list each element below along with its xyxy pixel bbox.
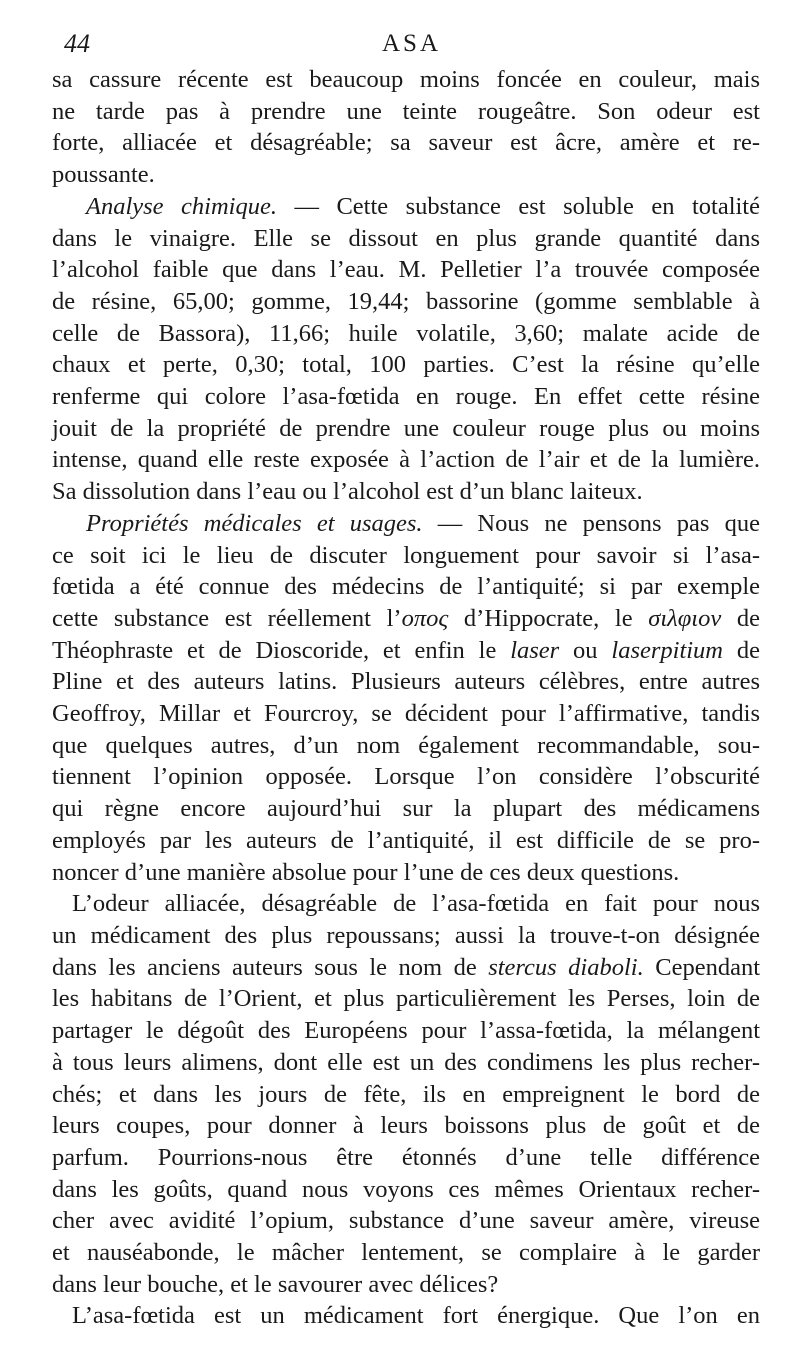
text-line: renferme qui colore l’asa-fœtida en rouge. En effet cette résine (52, 383, 760, 411)
paragraph-odour (52, 888, 760, 1300)
text-line: et nauséabonde, le mâcher lentement, se complaire à le garder (52, 1239, 760, 1267)
text-line: l’alcohol faible que dans l’eau. M. Pelletier l’a trouvée composée (52, 256, 760, 284)
text-line: qui règne encore aujourd’hui sur la plupart des médicamens (52, 795, 760, 823)
text-line: chés; et dans les jours de fête, ils en empreignent le bord de (52, 1080, 760, 1108)
text-line (52, 603, 760, 635)
text-line: dans les goûts, quand nous voyons ces mêmes Orientaux recher- (52, 1175, 760, 1203)
text-run: — Cette substance est soluble en totalité (276, 192, 760, 220)
text-line: les habitans de l’Orient, et plus particulièrement les Perses, loin de (52, 985, 760, 1013)
text-line: employés par les auteurs de l’antiquité, il est difficile de se pro- (52, 826, 760, 854)
text-line (52, 191, 760, 223)
text-run: de (723, 636, 760, 664)
text-run: de (721, 604, 761, 632)
text-line: ce soit ici le lieu de discuter longuement pour savoir si l’asa- (52, 541, 760, 569)
italic-term: laserpitium (611, 636, 724, 664)
page-header (52, 28, 760, 60)
text-line: L’asa-fœtida est un médicament fort énergique. Que l’on en (72, 1302, 760, 1330)
text-line: forte, alliacée et désagréable; sa saveur est âcre, amère et re- (52, 129, 760, 157)
text-line: partager le dégoût des Européens pour l’assa-fœtida, la mélangent (52, 1017, 760, 1045)
text-line: de résine, 65,00; gomme, 19,44; bassorine (gomme semblable à (52, 287, 760, 315)
greek-word: σιλφιον (648, 604, 722, 632)
text-run: ou (559, 636, 612, 664)
text-line: tiennent l’opinion opposée. Lorsque l’on considère l’obscurité (52, 763, 760, 791)
text-line: parfum. Pourrions-nous être étonnés d’une telle différence (52, 1143, 760, 1171)
text-run: cette substance est réellement l’ (52, 604, 402, 632)
text-line: jouit de la propriété de prendre une couleur rouge plus ou moins (52, 414, 760, 442)
text-run: Théophraste et de Dioscoride, et enfin le (52, 636, 511, 664)
text-line: L’odeur alliacée, désagréable de l’asa-fœtida en fait pour nous (72, 890, 760, 918)
text-line: celle de Bassora), 11,66; huile volatile, 3,60; malate acide de (52, 319, 760, 347)
text-line (52, 635, 760, 667)
paragraph-energetic (52, 1300, 760, 1332)
text-line: sa cassure récente est beaucoup moins foncée en couleur, mais (52, 66, 760, 93)
greek-word: οπος (401, 604, 449, 632)
text-line: Sa dissolution dans l’eau ou l’alcohol est d’un blanc laiteux. (52, 478, 643, 506)
running-head: ASA (382, 30, 442, 57)
paragraph-chemical-analysis (52, 191, 760, 508)
text-line: un médicament des plus repoussans; aussi la trouve-t-on désignée (52, 921, 760, 949)
section-lead: Propriétés médicales et usages. (86, 509, 423, 537)
paragraph-medical-properties (52, 508, 760, 888)
book-page (52, 28, 760, 1332)
text-line: poussante. (52, 161, 155, 189)
paragraph-description (52, 64, 760, 191)
text-line: Pline et des auteurs latins. Plusieurs auteurs célèbres, entre autres (52, 668, 760, 696)
text-line: chaux et perte, 0,30; total, 100 parties. C’est la résine qu’elle (52, 351, 760, 379)
text-line: Geoffroy, Millar et Fourcroy, se décident pour l’affirmative, tandis (52, 700, 760, 728)
text-line: intense, quand elle reste exposée à l’action de l’air et de la lumière. (52, 446, 760, 474)
text-line: fœtida a été connue des médecins de l’antiquité; si par exemple (52, 573, 760, 601)
section-lead: Analyse chimique. (86, 192, 277, 220)
page-number: 44 (64, 29, 90, 58)
text-run: — Nous ne pensons pas que (422, 509, 760, 537)
text-line: leurs coupes, pour donner à leurs boissons plus de goût et de (52, 1112, 760, 1140)
text-line (52, 508, 760, 540)
text-line: dans leur bouche, et le savourer avec délices? (52, 1270, 499, 1298)
text-line: cher avec avidité l’opium, substance d’une saveur amère, vireuse (52, 1207, 760, 1235)
text-run: d’Hippocrate, le (448, 604, 649, 632)
text-line: dans le vinaigre. Elle se dissout en plus grande quantité dans (52, 224, 760, 252)
text-line: à tous leurs alimens, dont elle est un des condimens les plus recher- (52, 1048, 760, 1076)
italic-term: stercus diaboli. (488, 953, 644, 981)
text-line (52, 952, 760, 984)
text-line: noncer d’une manière absolue pour l’une de ces deux questions. (52, 858, 680, 886)
italic-term: laser (510, 636, 560, 664)
text-line: ne tarde pas à prendre une teinte rougeâtre. Son odeur est (52, 97, 760, 125)
text-line: que quelques autres, d’un nom également recommandable, sou- (52, 731, 760, 759)
text-run: Cependant (643, 953, 760, 981)
text-run: dans les anciens auteurs sous le nom de (52, 953, 489, 981)
